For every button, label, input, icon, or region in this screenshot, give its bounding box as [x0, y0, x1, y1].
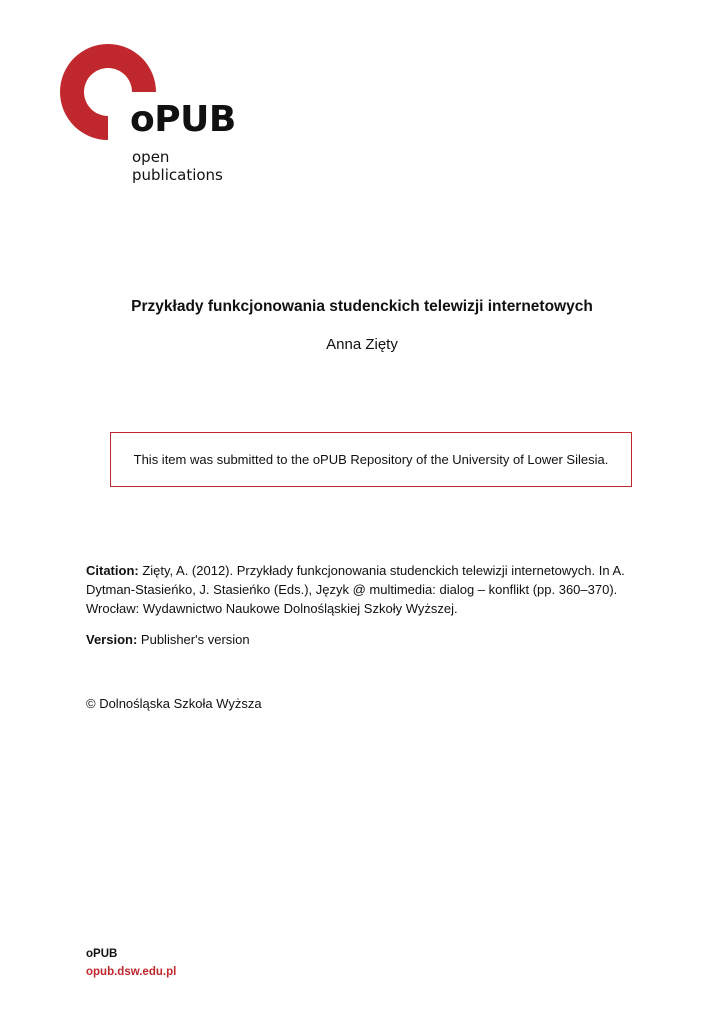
logo-tagline — [132, 148, 223, 184]
logo-tagline-line1: open — [132, 148, 170, 166]
repository-notice-box — [110, 432, 632, 487]
logo-brand-text: oPUB — [130, 99, 236, 140]
logo-tagline-line2: publications — [132, 166, 223, 184]
document-title: Przykłady funkcjonowania studenckich telewizji internetowych — [131, 298, 593, 315]
copyright-text: © Dolnośląska Szkoła Wyższa — [86, 696, 262, 711]
repository-notice-text: This item was submitted to the oPUB Repository of the University of Lower Silesia. — [133, 452, 609, 467]
citation-text: Zięty, A. (2012). Przykłady funkcjonowania studenckich telewizji internetowych. In A. Dytman-Stasieńko, J. Stasieńko (Eds.), Język @ multimedia: dialog – konflikt (pp. 360–370). Wrocław: Wydawnictwo Naukowe Dolnośląskiej Szkoły Wyższej. — [86, 563, 625, 616]
version-text: Publisher's version — [140, 632, 250, 647]
version-block — [86, 630, 250, 649]
version-label: Version: — [86, 632, 141, 647]
citation-label: Citation: — [86, 563, 143, 578]
document-author: Anna Zięty — [326, 336, 398, 353]
opub-logo — [58, 42, 258, 192]
citation-block — [86, 561, 642, 618]
footer-url-link[interactable]: opub.dsw.edu.pl — [86, 966, 177, 978]
footer-name: oPUB — [86, 948, 118, 960]
